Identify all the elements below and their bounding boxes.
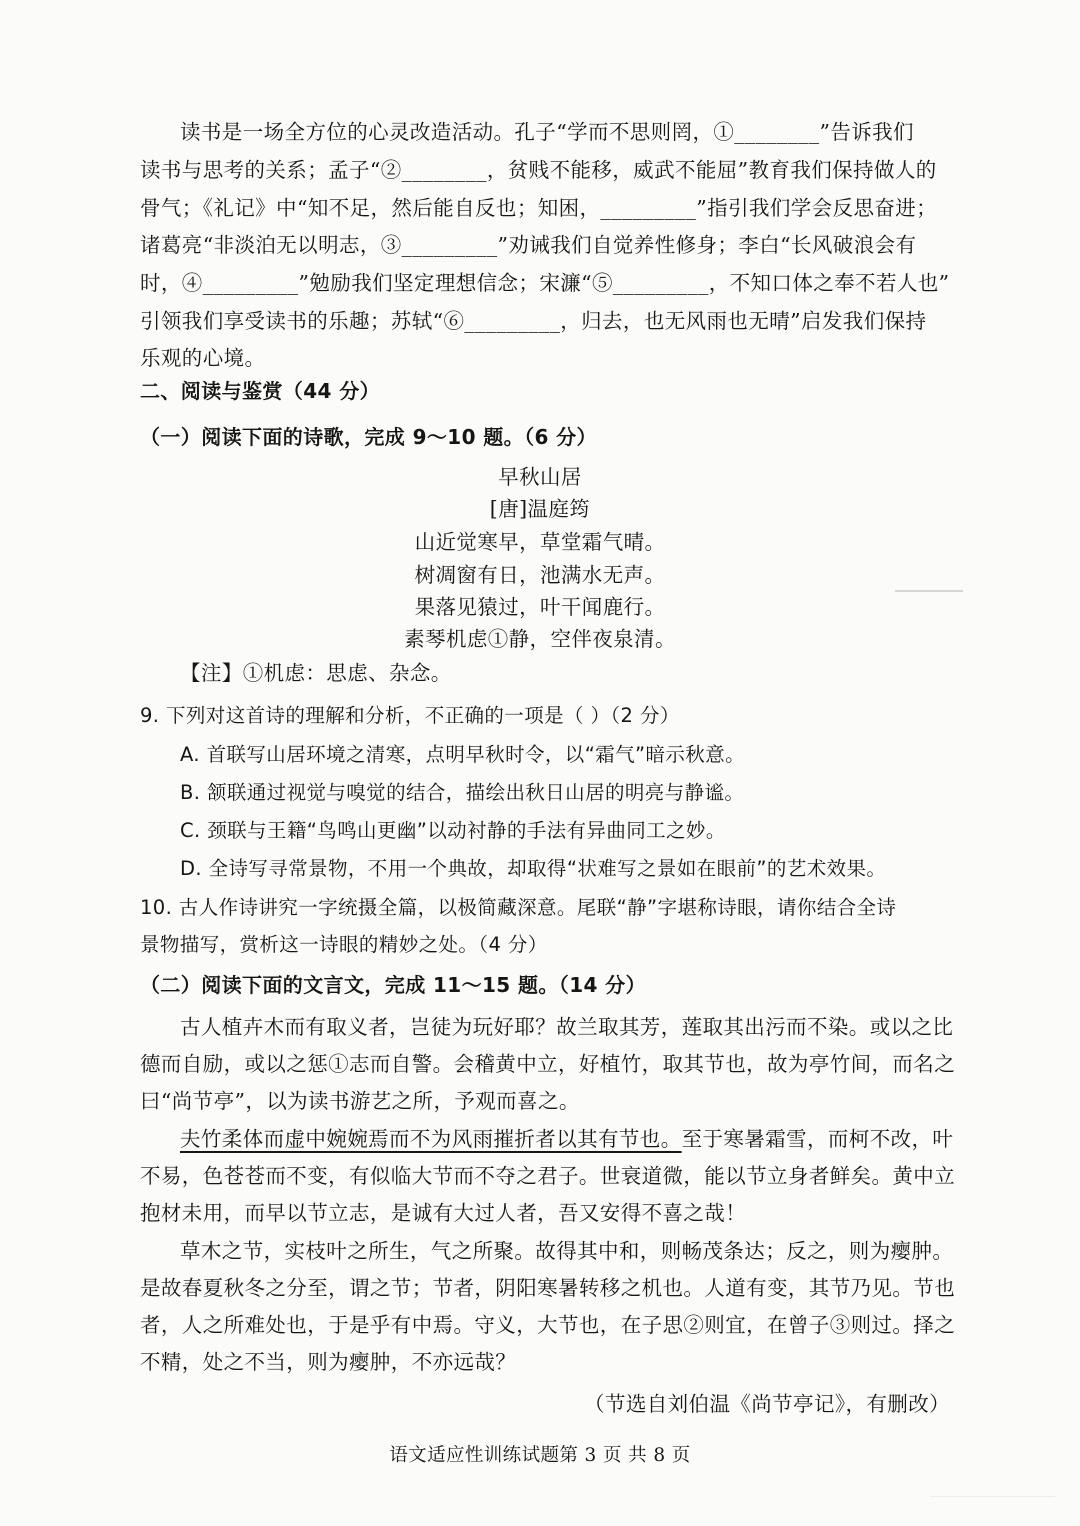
part1-heading: （一）阅读下面的诗歌，完成 9～10 题。（6 分）: [140, 425, 597, 449]
passage-p2-line-3: 抱材未用，而早以节立志，是诚有大过人者，吾又安得不喜之哉！: [140, 1201, 747, 1225]
passage-source: （节选自刘伯温《尚节亭记》，有删改）: [584, 1392, 950, 1416]
question-10-line-1: 10. 古人作诗讲究一字统摄全篇，以极简藏深意。尾联“静”字堪称诗眼，请你结合全诗: [140, 896, 897, 919]
fill-in-line-7: 乐观的心境。: [140, 346, 266, 370]
question-9-option-a: A. 首联写山居环境之清寒，点明早秋时令，以“霜气”暗示秋意。: [180, 743, 745, 766]
question-9-option-d: D. 全诗写寻常景物，不用一个典故，却取得“状难写之景如在眼前”的艺术效果。: [180, 857, 887, 880]
fill-in-line-2: 读书与思考的关系；孟子“②________，贫贱不能移，威武不能屈”教育我们保持做人的: [140, 158, 937, 182]
passage-p2-line-1-rest: 至于寒暑霜雪，而柯不改，叶: [681, 1127, 954, 1151]
poem-note: 【注】①机虑：思虑、杂念。: [180, 661, 452, 685]
fill-in-line-1: 读书是一场全方位的心灵改造活动。孔子“学而不思则罔，①________”告诉我们: [180, 120, 914, 144]
passage-p1-line-2: 德而自励，或以之惩①志而自警。会稽黄中立，好植竹，取其节也，故为亭竹间，而名之: [140, 1052, 956, 1076]
poem-line-1: 山近觉寒早，草堂霜气晴。: [414, 530, 666, 554]
passage-p2-line-1: [180, 1121, 960, 1157]
passage-p2-line-2: 不易，色苍苍而不变，有似临大节而不夺之君子。世衰道微，能以节立身者鲜矣。黄中立: [140, 1164, 956, 1188]
section-heading: 二、阅读与鉴赏（44 分）: [140, 379, 380, 403]
underlined-sentence: 夫竹柔体而虚中婉婉焉而不为风雨摧折者以其有节也。: [180, 1127, 682, 1151]
passage-p3-line-2: 是故春夏秋冬之分至，谓之节；节者，阴阳寒暑转移之机也。人道有变，其节乃见。节也: [140, 1276, 956, 1300]
question-10-line-2: 景物描写，赏析这一诗眼的精妙之处。（4 分）: [140, 933, 548, 956]
fill-in-line-4: 诸葛亮“非淡泊无以明志，③_________”劝诫我们自觉养性修身；李白“长风破浪会有: [140, 233, 917, 257]
passage-p3-line-4: 不精，处之不当，则为瘿肿，不亦远哉？: [140, 1350, 517, 1374]
question-9-option-b: B. 颔联通过视觉与嗅觉的结合，描绘出秋日山居的明亮与静谧。: [180, 781, 745, 804]
poem-line-3: 果落见猿过，叶干闻鹿行。: [414, 595, 666, 619]
poem-title: 早秋山居: [498, 465, 582, 489]
fill-in-line-5: 时，④_________”勉励我们坚定理想信念；宋濂“⑤_________，不知口体之奉不若人也”: [140, 271, 950, 295]
poem-author: [唐]温庭筠: [489, 497, 591, 521]
passage-p1-line-1: 古人植卉木而有取义者，岂徒为玩好耶？故兰取其芳，莲取其出污而不染。或以之比: [180, 1015, 954, 1039]
page-footer: 语文适应性训练试题第 3 页 共 8 页: [389, 1445, 691, 1466]
poem-line-2: 树凋窗有日，池满水无声。: [414, 563, 666, 587]
scan-mark: [895, 590, 963, 592]
question-9-option-c: C. 颈联与王籍“鸟鸣山更幽”以动衬静的手法有异曲同工之妙。: [180, 819, 726, 842]
fill-in-line-6: 引领我们享受读书的乐趣；苏轼“⑥_________，归去，也无风雨也无晴”启发我们保持: [140, 309, 927, 333]
passage-p3-line-3: 者，人之所难处也，于是乎有中焉。守义，大节也，在子思②则宜，在曾子③则过。择之: [140, 1313, 956, 1337]
watermark-mark: [930, 1496, 1055, 1515]
question-9-stem: 9. 下列对这首诗的理解和分析，不正确的一项是（ ）（2 分）: [140, 704, 680, 727]
part2-heading: （二）阅读下面的文言文，完成 11～15 题。（14 分）: [140, 973, 646, 997]
passage-p3-line-1: 草木之节，实枝叶之所生，气之所聚。故得其中和，则畅茂条达；反之，则为瘿肿。: [180, 1239, 954, 1263]
passage-p1-line-3: 曰“尚节亭”，以为读书游艺之所，予观而喜之。: [140, 1089, 580, 1113]
fill-in-line-3: 骨气；《礼记》中“知不足，然后能自反也；知困，_________”指引我们学会反思奋进；: [140, 196, 938, 220]
poem-line-4: 素琴机虑①静，空伴夜泉清。: [404, 627, 676, 651]
